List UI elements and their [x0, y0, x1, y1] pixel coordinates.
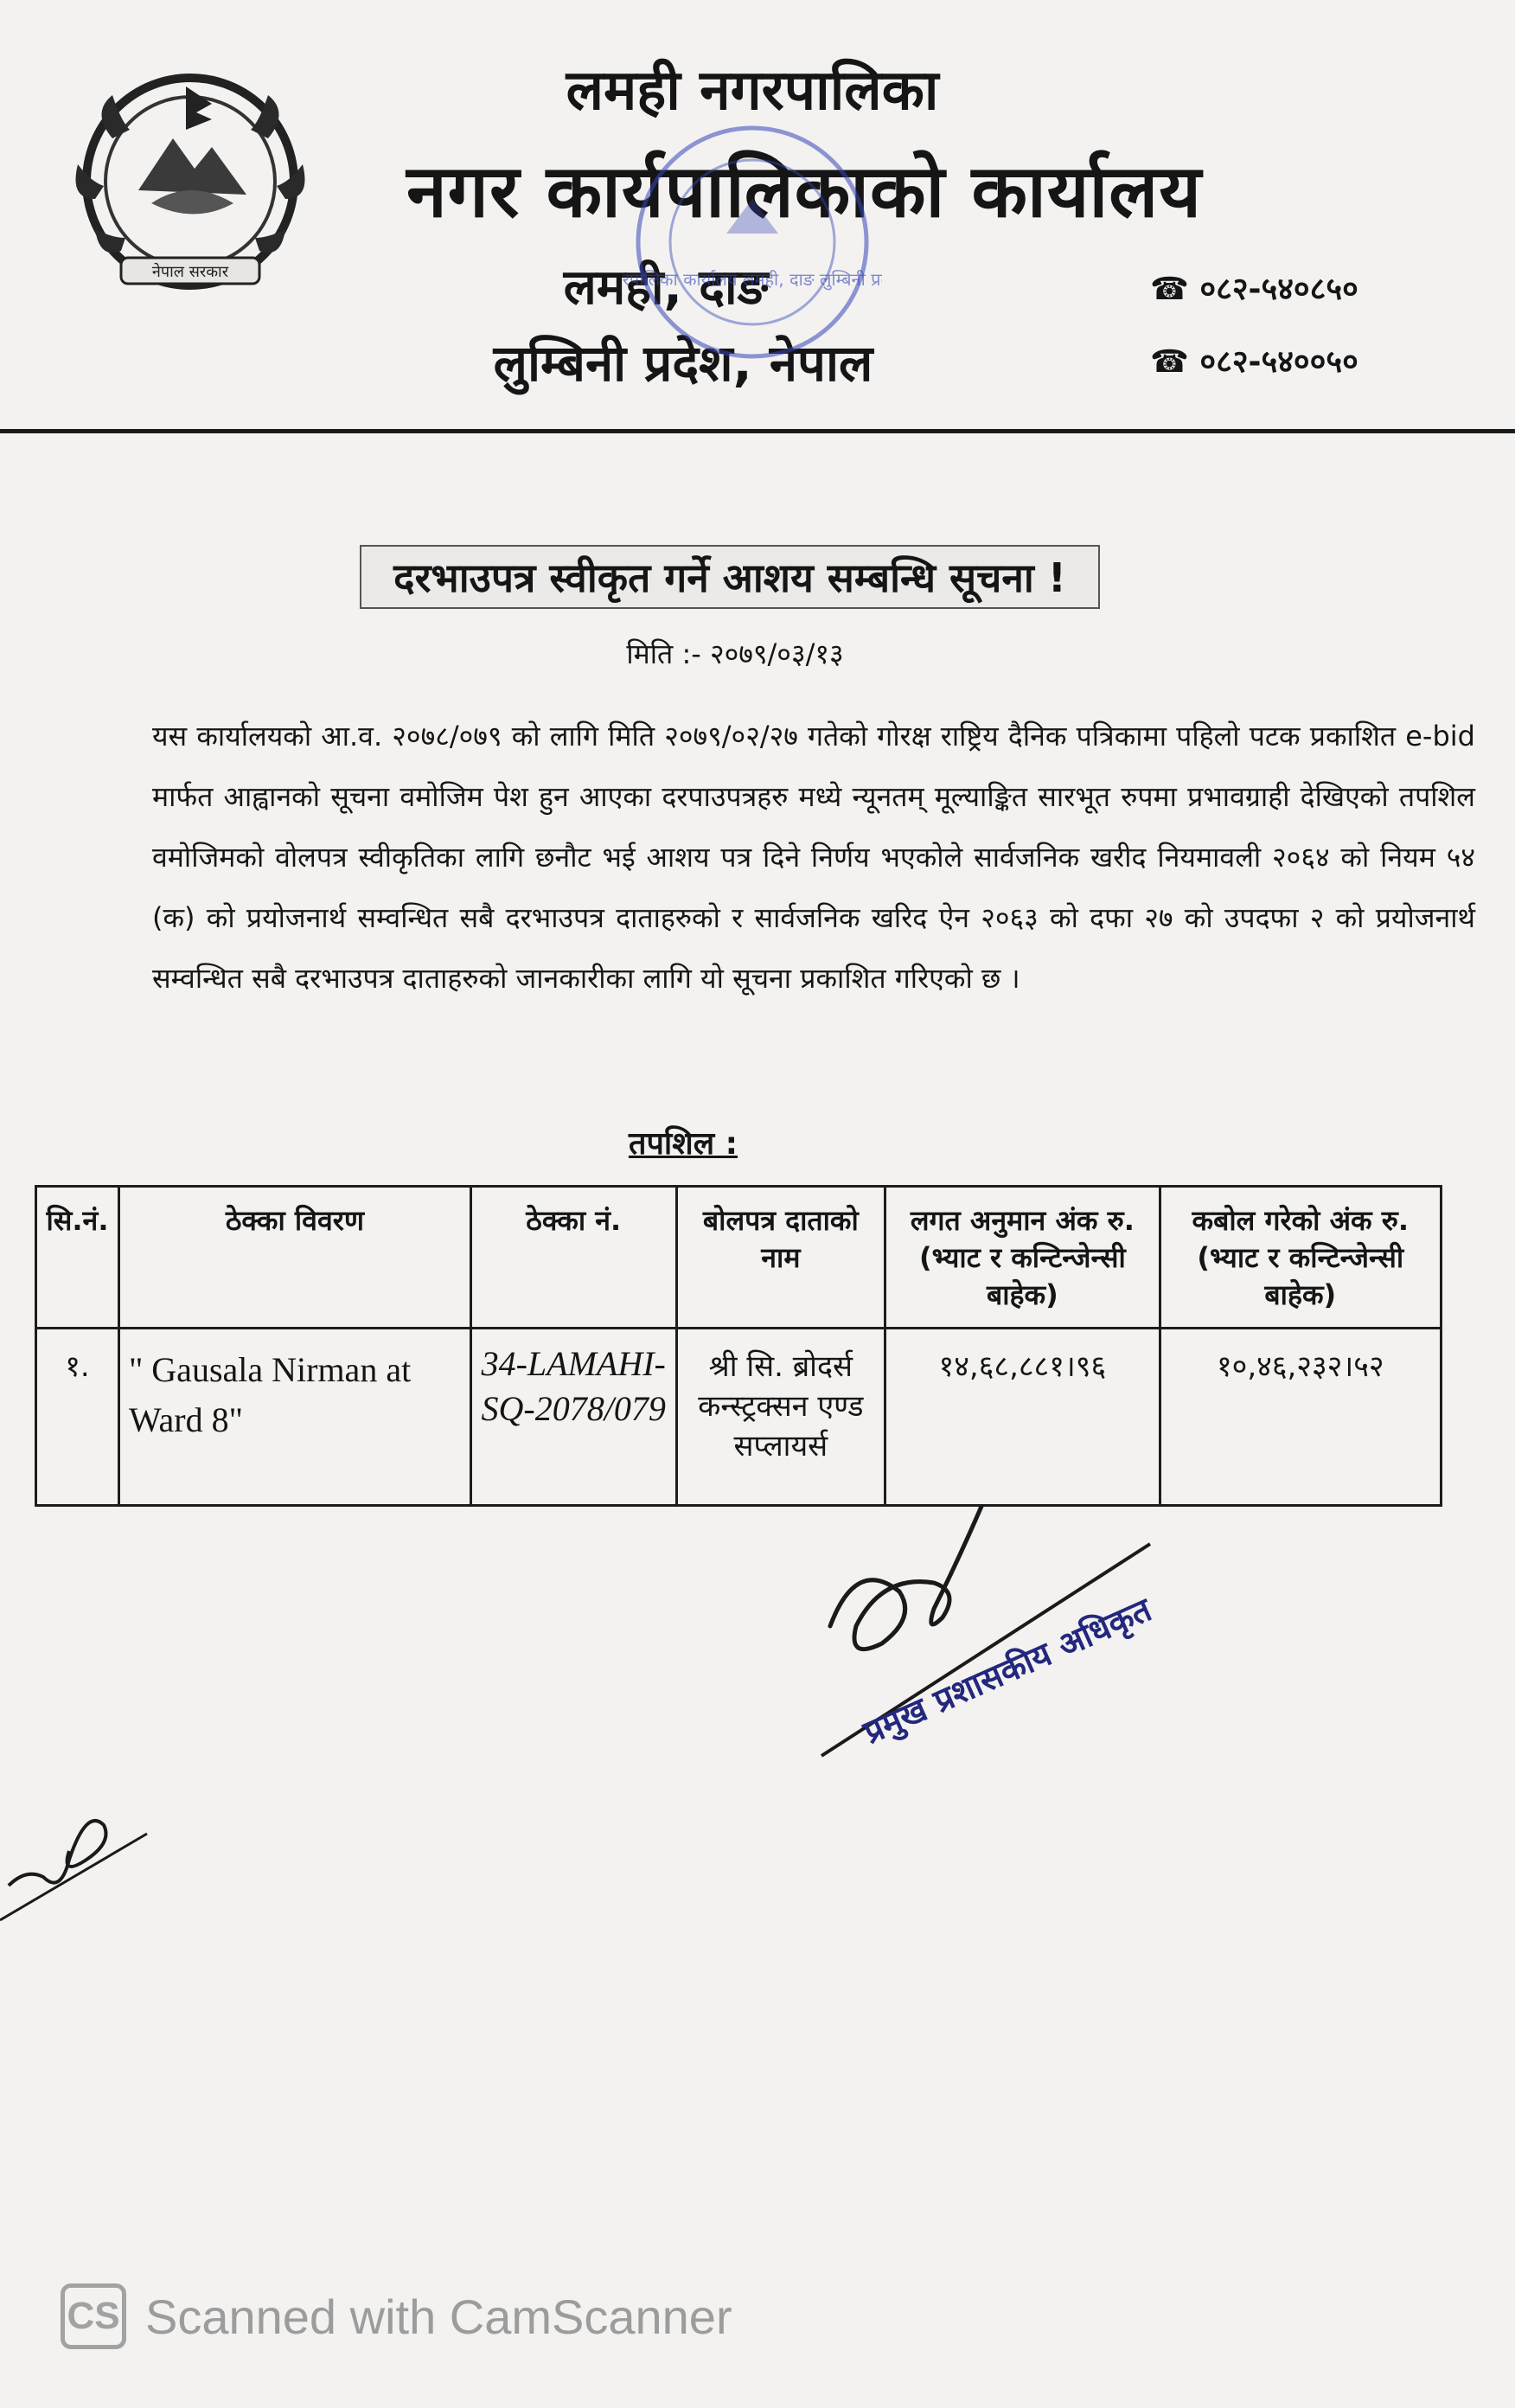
- svg-text:लमही नगरपालिका कार्यालय लमही,: रपालिका कार्यालय लमही, दाङ लुम्बिनी प्र: [623, 269, 881, 290]
- phone-number-2: ☎ ०८२-५४००५०: [1150, 344, 1358, 380]
- header-divider: [0, 429, 1515, 433]
- tender-table: [35, 1185, 1442, 1507]
- municipality-name: लमही नगरपालिका: [566, 59, 939, 123]
- scanner-watermark: [61, 2283, 732, 2349]
- header-serial: सि.नं.: [36, 1187, 119, 1329]
- details-heading: तपशिल :: [628, 1126, 738, 1162]
- office-name: नगर कार्यपालिकाको कार्यालय: [406, 149, 1202, 234]
- table-header-row: [36, 1187, 1441, 1329]
- table-row: [36, 1329, 1441, 1506]
- initials-signature: [0, 1756, 156, 1932]
- cell-contract-no: 34-LAMAHI-SQ-2078/079: [470, 1329, 676, 1506]
- watermark-text: Scanned with CamScanner: [145, 2289, 732, 2344]
- office-location: लमही, दाङ: [563, 259, 769, 316]
- phone-number-1: ☎ ०८२-५४०८५०: [1150, 272, 1358, 307]
- cell-estimate: १४,६८,८८१।९६: [885, 1329, 1160, 1506]
- officer-title: प्रमुख प्रशासकीय अधिकृत: [858, 1590, 1157, 1752]
- header-description: ठेक्का विवरण: [118, 1187, 470, 1329]
- cell-description: " Gausala Nirman at Ward 8": [118, 1329, 470, 1506]
- header-contract-no: ठेक्का नं.: [470, 1187, 676, 1329]
- svg-text:नेपाल सरकार: नेपाल सरकार: [151, 263, 229, 281]
- cell-bidder: श्री सि. ब्रोदर्स कन्स्ट्रक्सन एण्ड सप्लायर्स: [676, 1329, 885, 1506]
- notice-title: दरभाउपत्र स्वीकृत गर्ने आशय सम्बन्धि सूचना !: [360, 545, 1100, 609]
- notice-body: यस कार्यालयको आ.व. २०७८/०७९ को लागि मिति २०७९/०२/२७ गतेको गोरक्ष राष्ट्रिय दैनिक पत्रिकामा पहिलो पटक प्रकाशित e-bid मार्फत आह्वानको सूचना वमोजिम पेश हुन आएका दरपाउपत्रहरु मध्ये न्यूनतम् मूल्याङ्कित सारभूत रुपमा प्रभावग्राही देखिएको तपशिल वमोजिमको वोलपत्र स्वीकृतिका लागि छनौट भई आशय पत्र दिने निर्णय भएकोले सार्वजनिक खरीद नियमावली २०६४ को नियम ५४ (क) को प्रयोजनार्थ सम्वन्धित सबै दरभाउपत्र दाताहरुको र सार्वजनिक खरिद ऐन २०६३ को दफा २७ को उपदफा २ को प्रयोजनार्थ सम्वन्धित सबै दरभाउपत्र दाताहरुको जानकारीका लागि यो सूचना प्रकाशित गरिएको छ ।: [152, 720, 1475, 995]
- government-emblem: [61, 52, 320, 315]
- cell-bid-amount: १०,४६,२३२।५२: [1160, 1329, 1441, 1506]
- cell-serial: १.: [36, 1329, 119, 1506]
- header-estimate: लगत अनुमान अंक रु. (भ्याट र कन्टिन्जेन्सी बाहेक): [885, 1187, 1160, 1329]
- office-stamp: [623, 112, 882, 375]
- header-bid-amount: कबोल गरेको अंक रु. (भ्याट र कन्टिन्जेन्सी बाहेक): [1160, 1187, 1441, 1329]
- header-bidder: बोलपत्र दाताको नाम: [676, 1187, 885, 1329]
- notice-date: मिति :- २०७९/०३/१३: [626, 637, 844, 670]
- camscanner-logo-icon: CS: [61, 2283, 126, 2349]
- province-name: लुम्बिनी प्रदेश, नेपाल: [493, 334, 873, 393]
